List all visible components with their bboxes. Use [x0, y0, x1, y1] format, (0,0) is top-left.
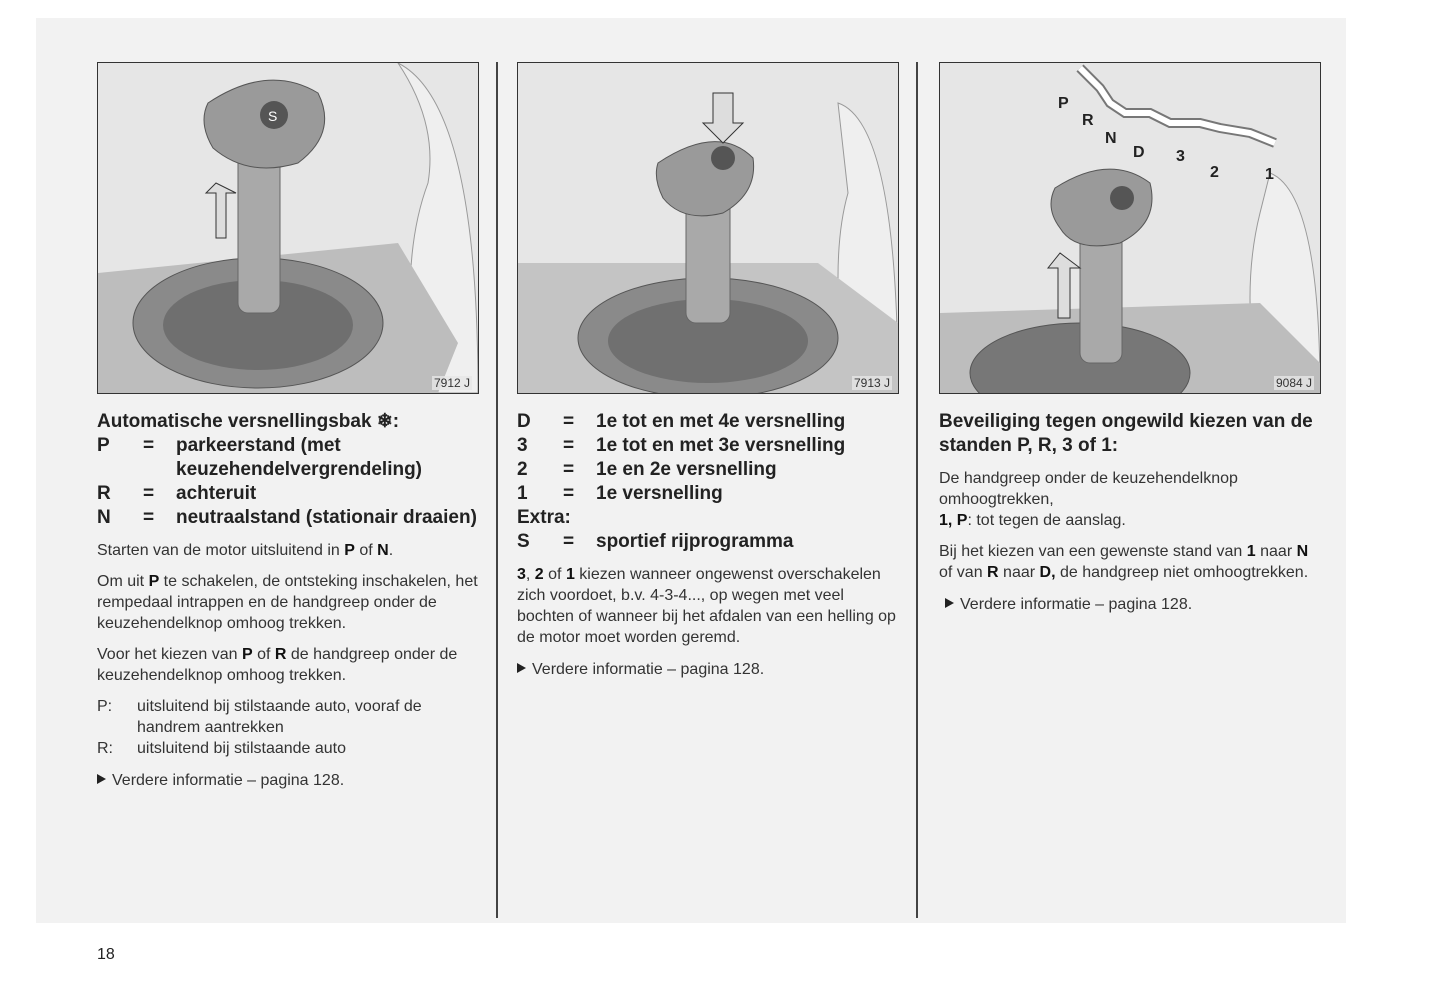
- gate-label-3: 3: [1176, 148, 1185, 165]
- paragraph: Om uit P te schakelen, de ontsteking inschakelen, het rempedaal intrappen en de handgreep onder de keuzehendelknop omhoog trekken.: [97, 573, 478, 632]
- column-divider: [916, 62, 918, 918]
- page-number: 18: [97, 946, 115, 963]
- gear-lever-illustration: [518, 63, 898, 393]
- column-divider: [496, 62, 498, 918]
- svg-text:S: S: [268, 108, 278, 124]
- more-info-link[interactable]: Verdere informatie – pagina 128.: [97, 770, 482, 791]
- triangle-right-icon: [97, 774, 106, 784]
- figure-number: 7913 J: [853, 376, 890, 390]
- list-item: R: uitsluitend bij stilstaande auto: [97, 740, 347, 757]
- paragraph: 3, 2 of 1 kiezen wanneer ongewenst overschakelen zich voordoet, b.v. 4-3-4..., op wegen met veel bochten of wanneer bij het afdalen van een helling op de motor moet worden geremd.: [517, 566, 896, 646]
- more-info-link[interactable]: Verdere informatie – pagina 128.: [517, 659, 897, 680]
- definition-row: D = 1e tot en met 4e versnelling: [517, 411, 846, 432]
- gate-label-1: 1: [1265, 166, 1274, 183]
- triangle-right-icon: [517, 663, 526, 673]
- shift-gate-illustration: [940, 63, 1320, 393]
- column-gear-positions: [517, 410, 897, 680]
- more-info-link[interactable]: Verdere informatie – pagina 128.: [939, 594, 1319, 615]
- triangle-right-icon: [945, 598, 954, 608]
- condition-list: [97, 696, 482, 759]
- gate-label-D: D: [1133, 144, 1145, 161]
- definition-row: S = sportief rijprogramma: [517, 531, 794, 552]
- definition-row: R = achteruit: [97, 483, 257, 504]
- figure-shift-gate: [939, 62, 1321, 394]
- definition-row: 1 = 1e versnelling: [517, 483, 723, 504]
- figure-number: 7912 J: [433, 376, 470, 390]
- section-heading: Beveiliging tegen ongewild kiezen van de standen P, R, 3 of 1:: [939, 411, 1313, 456]
- list-item: P: uitsluitend bij stilstaande auto, vooraf de handrem aantrekken: [97, 698, 422, 736]
- extra-label: Extra:: [517, 507, 571, 528]
- column-automatic-transmission: [97, 410, 482, 791]
- paragraph: Voor het kiezen van P of R de handgreep onder de keuzehendelknop omhoog trekken.: [97, 646, 458, 684]
- paragraph: De handgreep onder de keuzehendelknop omhoogtrekken,: [939, 470, 1238, 508]
- column-safety: [939, 410, 1319, 615]
- gate-label-P: P: [1058, 95, 1069, 112]
- gate-label-R: R: [1082, 112, 1094, 129]
- definition-row: N = neutraalstand (stationair draaien): [97, 507, 477, 528]
- paragraph: Starten van de motor uitsluitend in P of N.: [97, 542, 394, 559]
- figure-number: 9084 J: [1275, 376, 1312, 390]
- gate-label-N: N: [1105, 130, 1117, 147]
- gate-label-2: 2: [1210, 164, 1219, 181]
- gear-lever-illustration: [98, 63, 478, 393]
- definition-row: P = parkeerstand (met keuzehendelvergrendeling): [97, 435, 423, 480]
- paragraph: 1, P: tot tegen de aanslag.: [939, 512, 1126, 529]
- definition-row: 3 = 1e tot en met 3e versnelling: [517, 435, 846, 456]
- paragraph: Bij het kiezen van een gewenste stand van 1 naar N of van R naar D, de handgreep niet omhoogtrekken.: [939, 543, 1309, 581]
- definition-row: 2 = 1e en 2e versnelling: [517, 459, 777, 480]
- section-heading: Automatische versnellingsbak ❄:: [97, 411, 400, 432]
- figure-lever-pull: [97, 62, 479, 394]
- figure-lever-button: [517, 62, 899, 394]
